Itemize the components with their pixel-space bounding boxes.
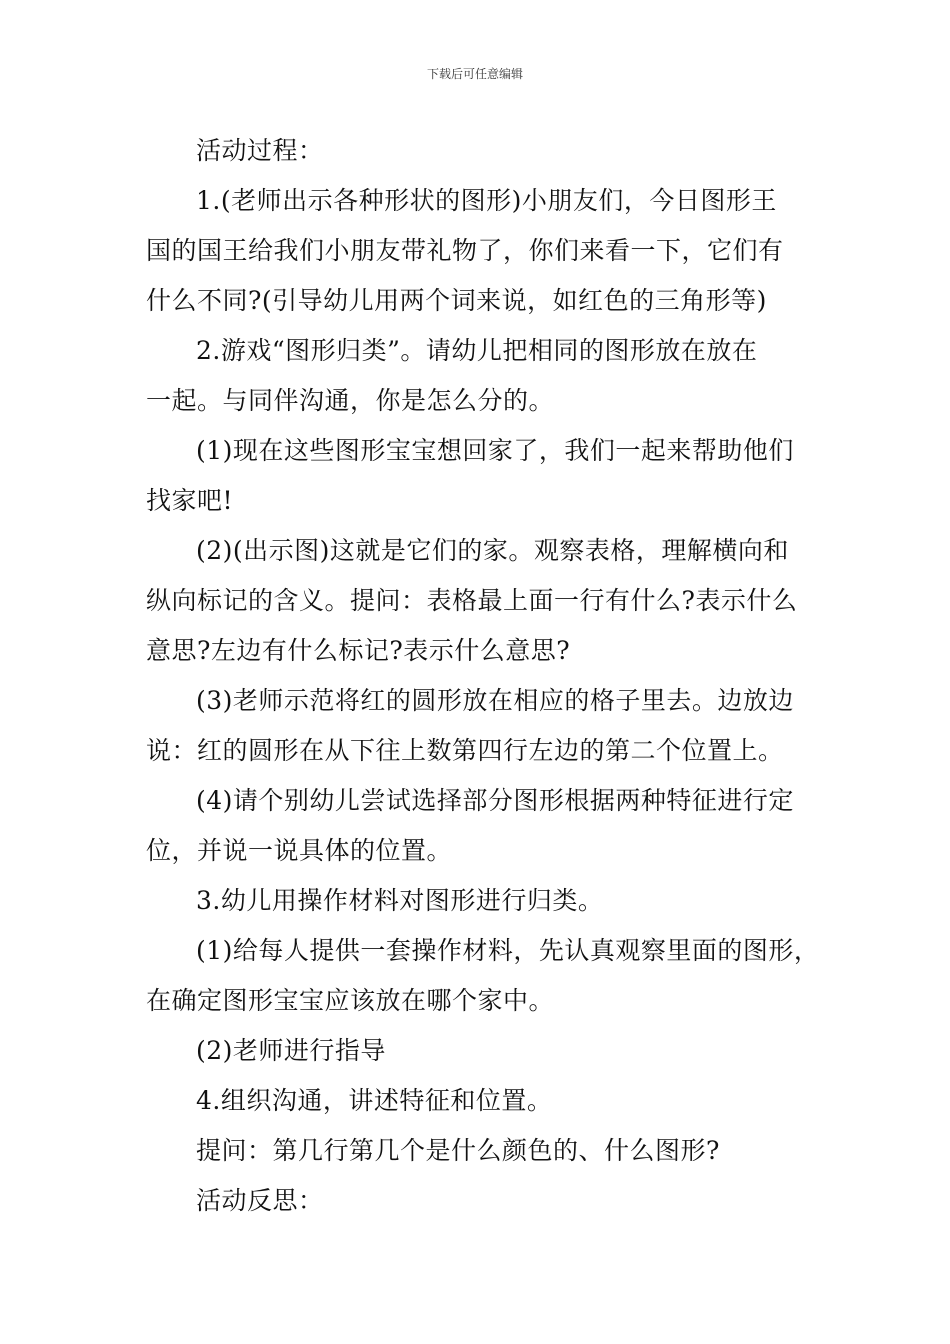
text-line: (4)请个别幼儿尝试选择部分图形根据两种特征进行定: [196, 786, 794, 815]
text-line: 国的国王给我们小朋友带礼物了，你们来看一下，它们有: [146, 236, 784, 265]
text-line: (2)(出示图)这就是它们的家。观察表格，理解横向和: [196, 536, 789, 565]
text-line: 1.(老师出示各种形状的图形)小朋友们，今日图形王: [196, 186, 777, 215]
text-line: 纵向标记的含义。提问：表格最上面一行有什么?表示什么: [146, 586, 798, 615]
paragraph: [146, 1026, 826, 1076]
paragraph: [146, 676, 826, 776]
text-line: 活动过程：: [196, 136, 324, 165]
text-line: (1)现在这些图形宝宝想回家了，我们一起来帮助他们: [196, 436, 794, 465]
text-line: (3)老师示范将红的圆形放在相应的格子里去。边放边: [196, 686, 794, 715]
text-line: 4.组织沟通，讲述特征和位置。: [196, 1086, 553, 1115]
paragraph: [146, 326, 826, 426]
text-line: 说：红的圆形在从下往上数第四行左边的第二个位置上。: [146, 736, 784, 765]
text-line: (2)老师进行指导: [196, 1036, 386, 1065]
text-line: 意思?左边有什么标记?表示什么意思?: [146, 636, 571, 665]
page-header: 下载后可任意编辑: [426, 67, 523, 81]
document-body: [146, 126, 826, 1226]
paragraph: [146, 426, 826, 526]
paragraph: [146, 126, 826, 176]
text-line: 位，并说一说具体的位置。: [146, 836, 453, 865]
text-line: 一起。与同伴沟通，你是怎么分的。: [146, 386, 555, 415]
text-line: 在确定图形宝宝应该放在哪个家中。: [146, 986, 555, 1015]
paragraph: [146, 176, 826, 326]
paragraph: [146, 1126, 826, 1176]
paragraph: [146, 876, 826, 926]
paragraph: [146, 1176, 826, 1226]
text-line: (1)给每人提供一套操作材料，先认真观察里面的图形，: [196, 936, 820, 965]
text-line: 找家吧!: [146, 486, 234, 515]
paragraph: [146, 1076, 826, 1126]
paragraph: [146, 526, 826, 676]
paragraph: [146, 776, 826, 876]
text-line: 3.幼儿用操作材料对图形进行归类。: [196, 886, 604, 915]
text-line: 什么不同?(引导幼儿用两个词来说，如红色的三角形等): [146, 286, 767, 315]
text-line: 2.游戏“图形归类”。请幼儿把相同的图形放在放在: [196, 336, 758, 365]
text-line: 提问：第几行第几个是什么颜色的、什么图形?: [196, 1136, 720, 1165]
paragraph: [146, 926, 826, 1026]
text-line: 活动反思：: [196, 1186, 324, 1215]
